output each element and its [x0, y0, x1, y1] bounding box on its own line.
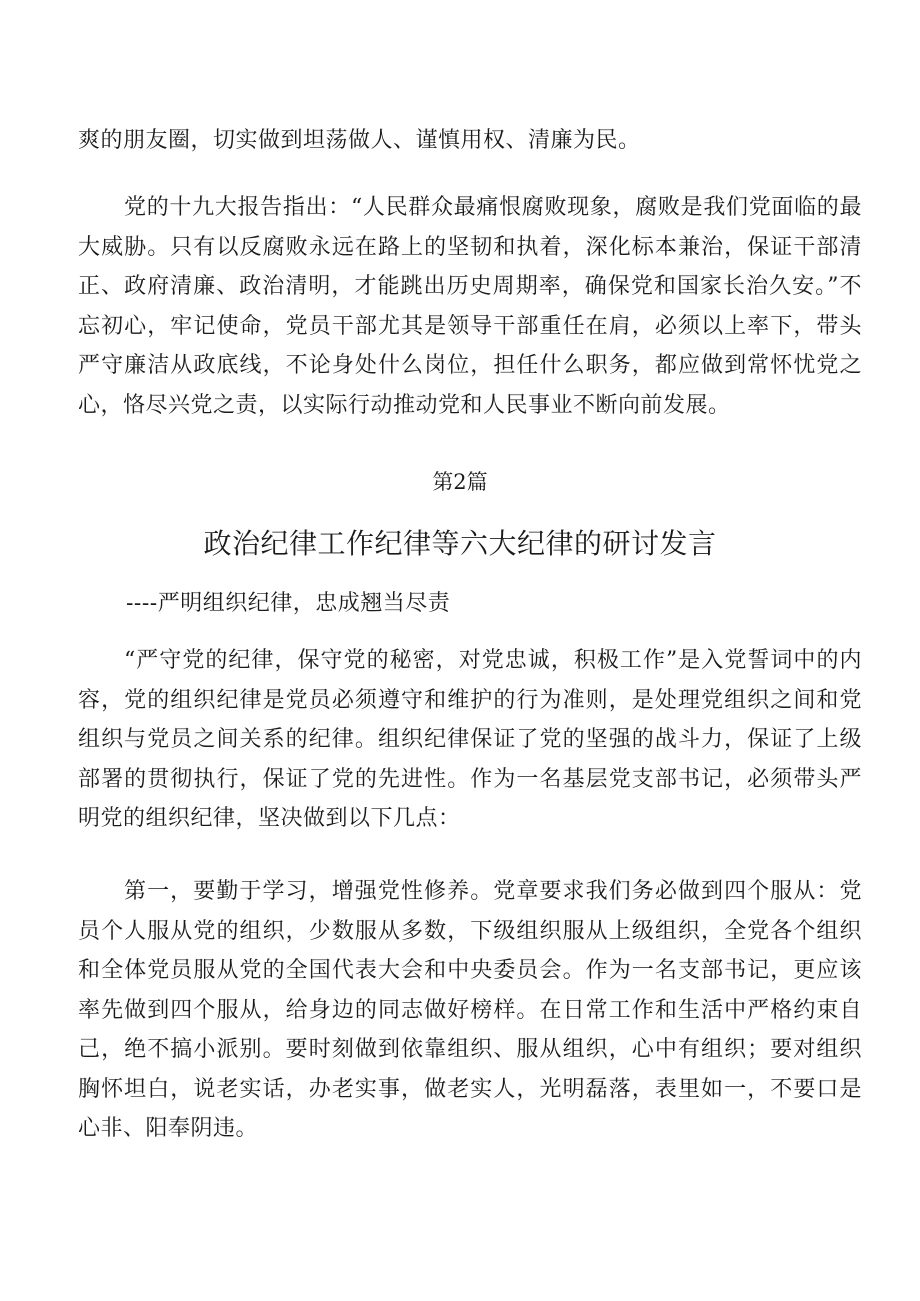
report-quote-paragraph: 党的十九大报告指出：“人民群众最痛恨腐败现象，腐败是我们党面临的最大威胁。只有以反腐败永远在路上的坚韧和执着，深化标本兼治，保证干部清正、政府清廉、政治清明，才能跳出历史周期率，确保党和国家长治久安。”不忘初心，牢记使命，党员干部尤其是领导干部重任在肩，必须以上率下，带头严守廉洁从政底线，不论身处什么岗位，担任什么职务，都应做到常怀忧党之心，恪尽兴党之责，以实际行动推动党和人民事业不断向前发展。 [78, 195, 862, 418]
oath-paragraph: “严守党的纪律，保守党的秘密，对党忠诚，积极工作”是入党誓词中的内容，党的组织纪律是党员必须遵守和维护的行为准则，是处理党组织之间和党组织与党员之间关系的纪律。组织纪律保证了党的坚强的战斗力，保证了上级部署的贯彻执行，保证了党的先进性。作为一名基层党支部书记，必须带头严明党的组织纪律，坚决做到以下几点： [78, 648, 862, 831]
first-point-paragraph: 第一，要勤于学习，增强党性修养。党章要求我们务必做到四个服从：党员个人服从党的组织，少数服从多数，下级组织服从上级组织，全党各个组织和全体党员服从党的全国代表大会和中央委员会。作为一名支部书记，更应该率先做到四个服从，给身边的同志做好榜样。在日常工作和生活中严格约束自己，绝不搞小派别。要时刻做到依靠组织、服从组织，心中有组织；要对组织胸怀坦白，说老实话，办老实事，做老实人，光明磊落，表里如一，不要口是心非、阳奉阴违。 [78, 879, 862, 1141]
document-title: 政治纪律工作纪律等六大纪律的研讨发言 [203, 527, 717, 560]
document-subtitle: ----严明组织纪律，忠成翘当尽责 [126, 591, 451, 616]
continuation-paragraph: 爽的朋友圈，切实做到坦荡做人、谨慎用权、清廉为民。 [78, 128, 641, 153]
section-label: 第2篇 [432, 470, 488, 494]
